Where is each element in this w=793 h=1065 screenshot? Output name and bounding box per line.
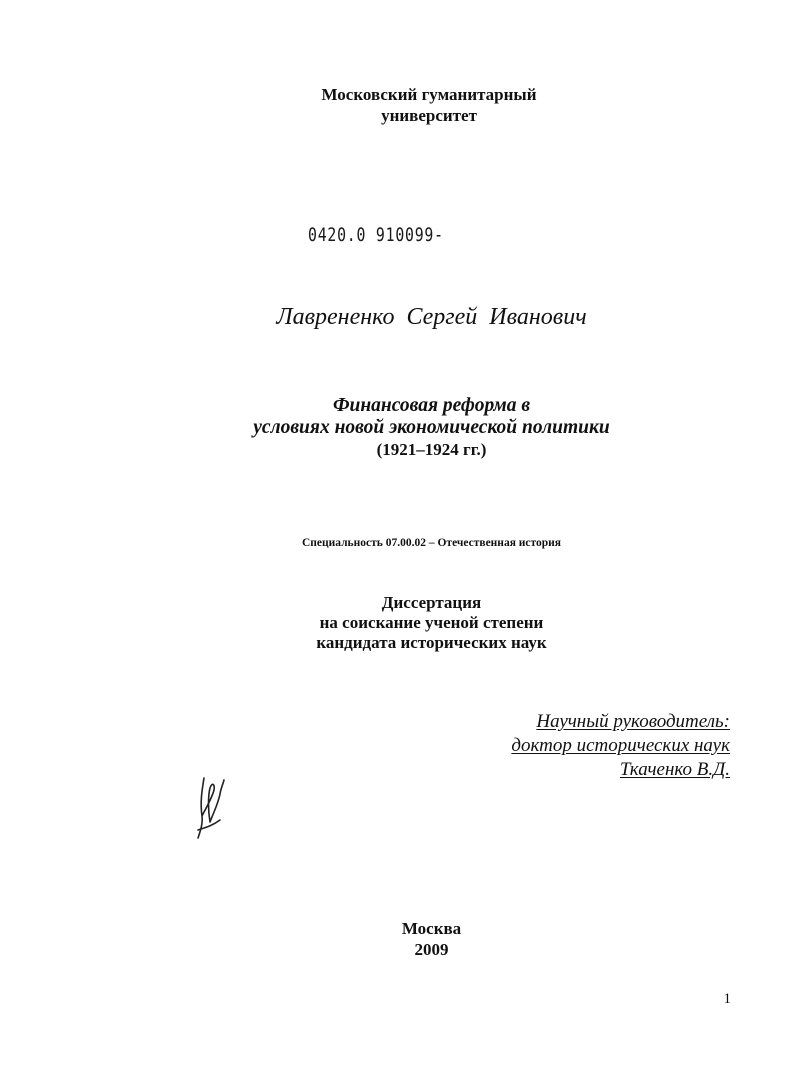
publication-city: Москва (401, 919, 462, 938)
university-name-line2: университет (381, 106, 477, 125)
handwritten-signature (190, 770, 230, 842)
thesis-title-line2: условиях новой экономической политики (253, 417, 610, 438)
thesis-years: (1921–1924 гг.) (376, 440, 487, 459)
specialty-code: Специальность 07.00.02 – Отечественная история (301, 537, 562, 549)
archive-stamp-number: 0420.0 910099- (308, 224, 444, 246)
supervisor-label: Научный руководитель: (536, 711, 730, 732)
degree-name: кандидата исторических наук (316, 633, 547, 652)
dissertation-label: Диссертация (381, 593, 482, 612)
thesis-title-line1: Финансовая реформа в (332, 395, 531, 416)
university-name-line1: Московский гуманитарный (321, 85, 537, 104)
supervisor-degree: доктор исторических наук (511, 735, 730, 756)
supervisor-name: Ткаченко В.Д. (619, 759, 730, 780)
degree-purpose: на соискание ученой степени (319, 613, 544, 632)
author-name: Лаврененко Сергей Иванович (276, 304, 587, 330)
publication-year: 2009 (414, 940, 449, 959)
page-number: 1 (723, 991, 731, 1007)
